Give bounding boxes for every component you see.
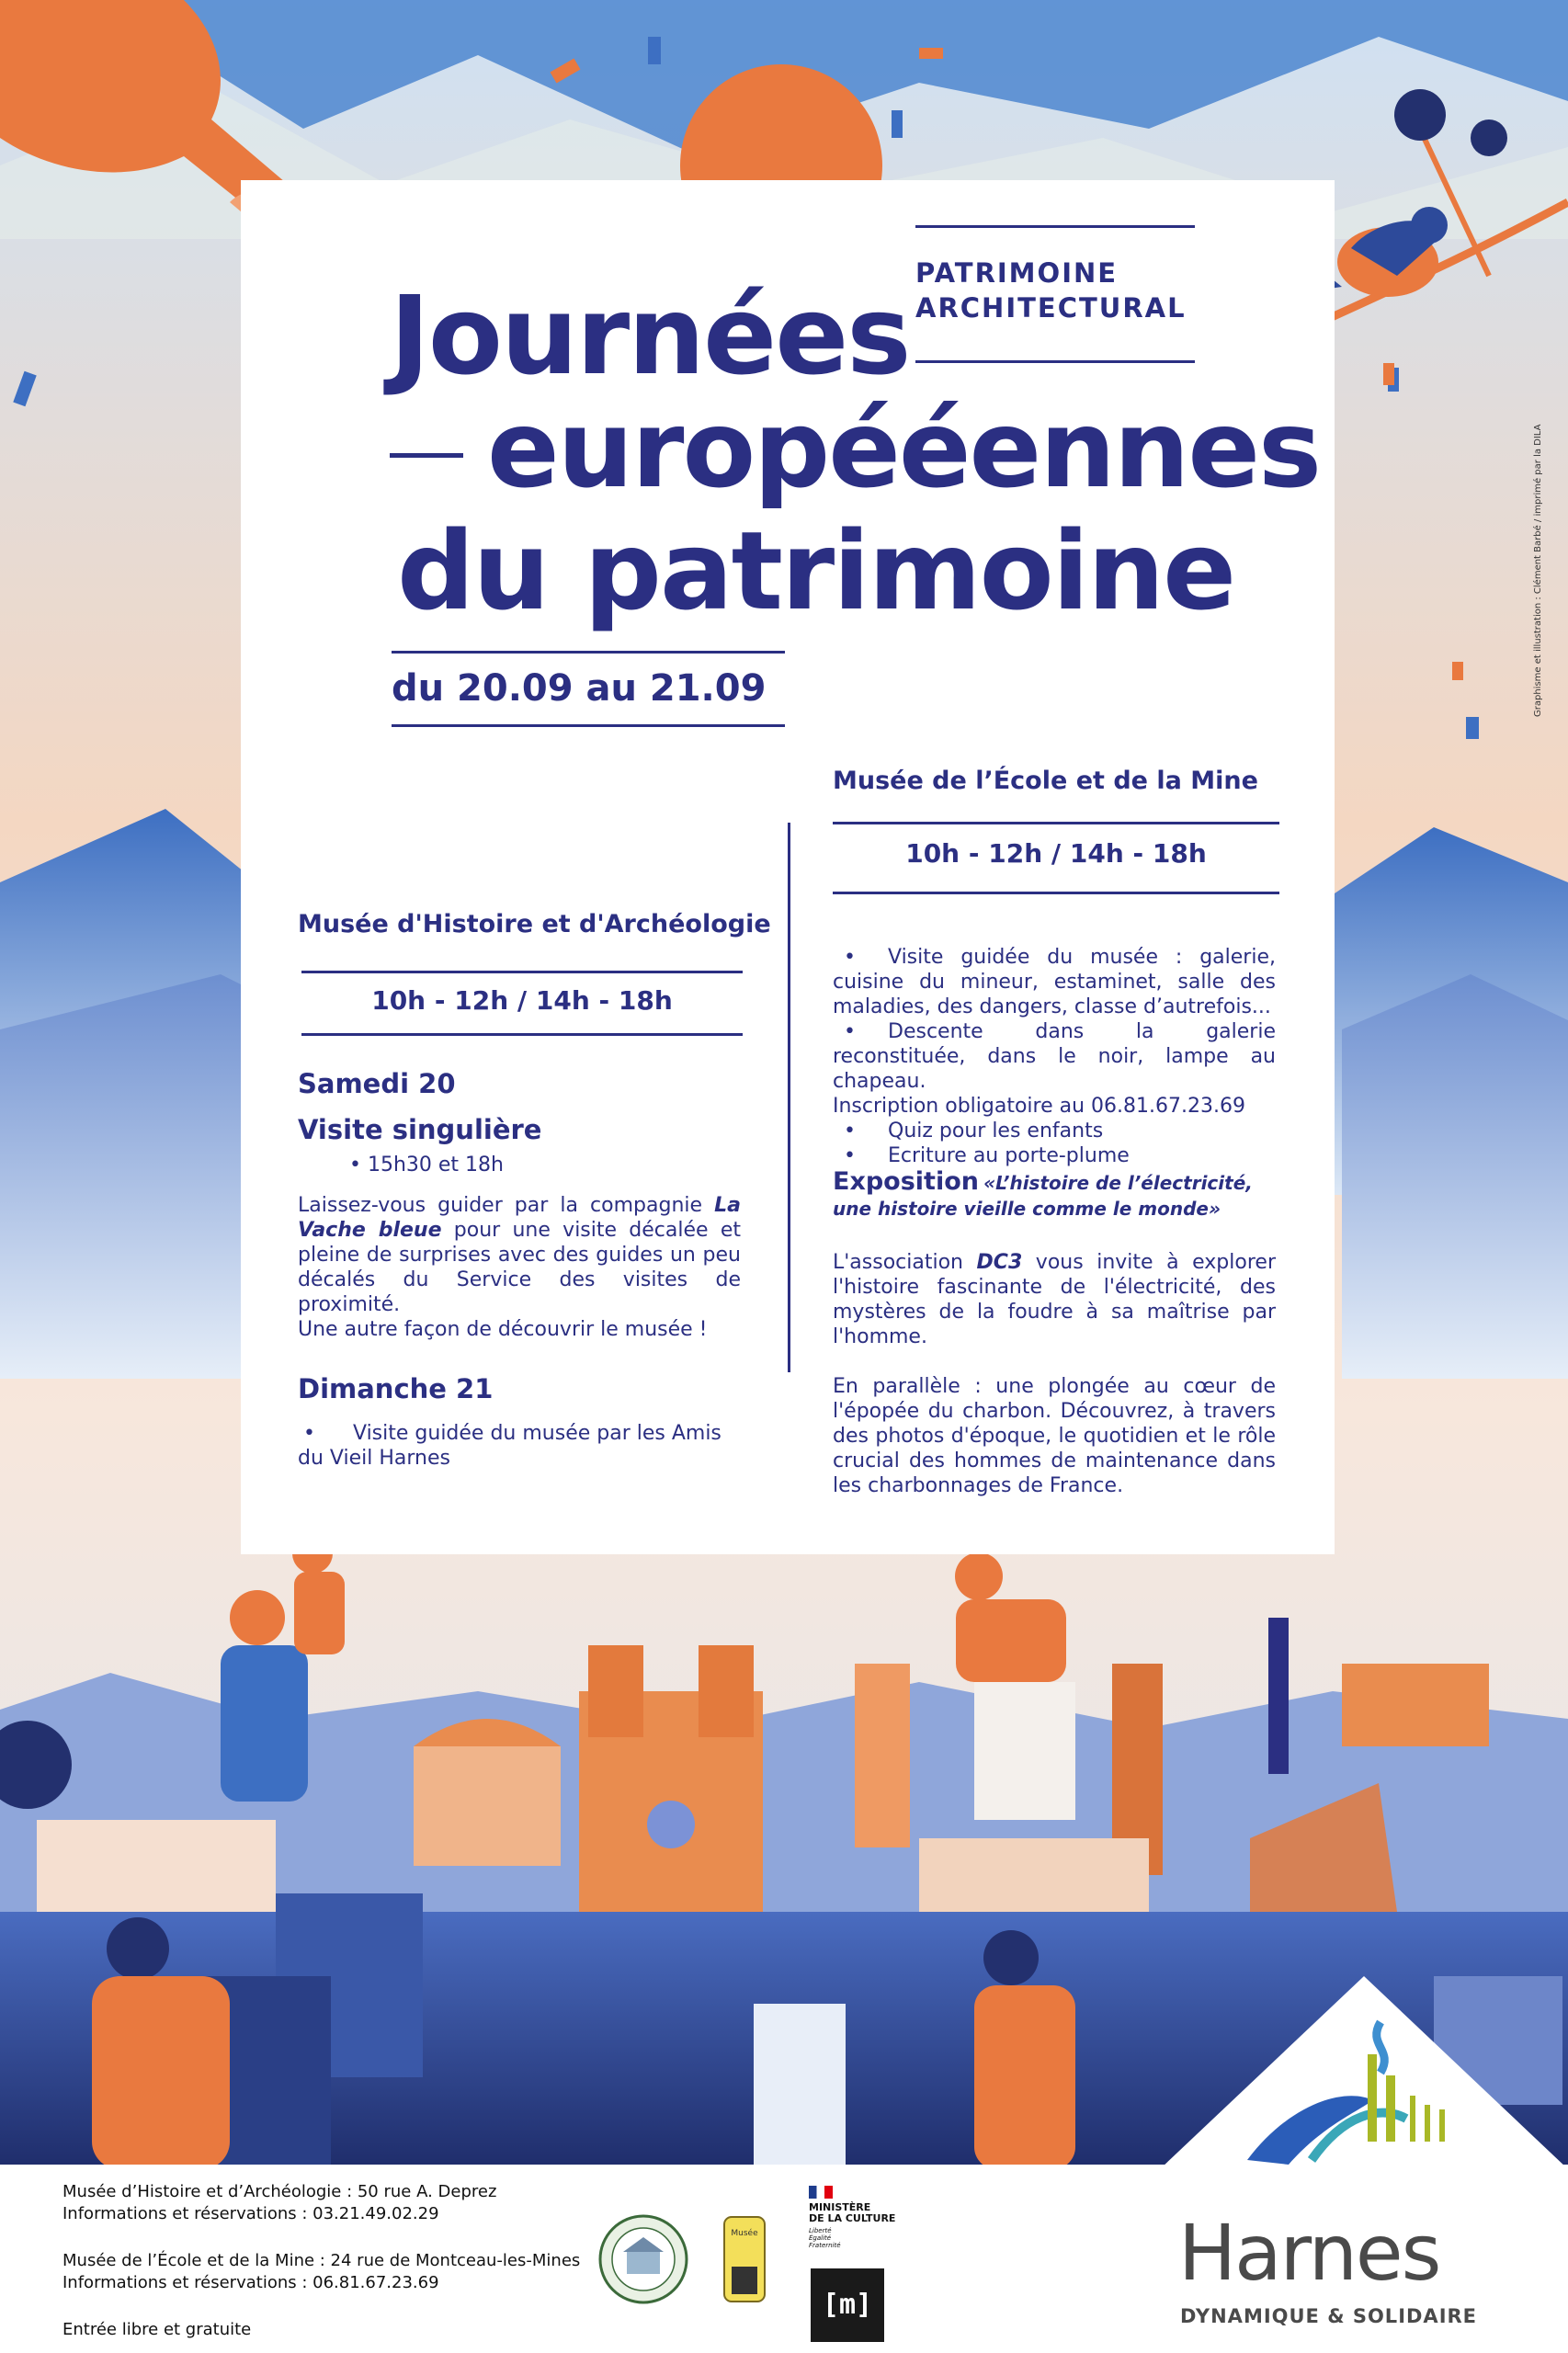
tag-rule-bottom xyxy=(915,360,1195,363)
harnes-tagline: DYNAMIQUE & SOLIDAIRE xyxy=(1180,2305,1478,2327)
company-name: La Vache bleue xyxy=(298,1194,741,1242)
title-line-1: Journées xyxy=(390,272,910,399)
visit-times: • 15h30 et 18h xyxy=(349,1154,504,1176)
sunday-item-text: Visite guidée du musée par les Amis du Vieil Harnes xyxy=(298,1422,722,1470)
saturday-tagline: Une autre façon de découvrir le musée ! xyxy=(298,1318,708,1341)
theme-tag-line2: ARCHITECTURAL xyxy=(915,292,1187,324)
exhibition-heading xyxy=(833,1169,1283,1222)
activity-item-3: Quiz pour les enfants xyxy=(888,1120,1104,1142)
school-mine-museum-logo xyxy=(722,2215,767,2303)
bullet: • xyxy=(303,1422,315,1445)
left-venue-name: Musée d'Histoire et d'Archéologie xyxy=(298,910,771,938)
monuments-m-logo xyxy=(811,2268,884,2342)
title-line-3: du patrimoine xyxy=(397,507,1235,634)
harnes-logo-emblem xyxy=(1160,1967,1568,2169)
footer-phone-1: Informations et réservations : 03.21.49.02.29 xyxy=(62,2204,439,2223)
exhibition-description xyxy=(833,1250,1276,1498)
title-dash xyxy=(390,453,463,458)
activity-item-1: Visite guidée du musée : galerie, cuisine du mineur, estaminet, salle des maladies, des dangers, classe d’autrefois... xyxy=(833,946,1276,1018)
left-hours-rule-bottom xyxy=(301,1033,743,1036)
expo-p1-end: vous invite à explorer l'histoire fascinante de l'électricité, des mystères de la foudre à sa maîtrise par l'homme. xyxy=(833,1251,1276,1348)
bullet: • xyxy=(844,1020,856,1043)
bullet: • xyxy=(844,1144,856,1167)
footer-address-1: Musée d’Histoire et d’Archéologie : 50 rue A. Deprez xyxy=(62,2182,497,2201)
footer-free-entry: Entrée libre et gratuite xyxy=(62,2320,252,2339)
expo-paragraph-2: En parallèle : une plongée au cœur de l'épopée du charbon. Découvrez, à travers des photos d'époque, le quotidien et le rôle crucial des hommes de maintenance dans les charbonnages de France. xyxy=(833,1375,1276,1497)
exhibition-title: «L’histoire de l’électricité, une histoire vieille comme le monde» xyxy=(833,1172,1253,1220)
saturday-heading: Samedi 20 xyxy=(298,1068,456,1099)
dates-rule-bottom xyxy=(392,724,785,727)
ministere-motto-3: Fraternité xyxy=(809,2242,841,2249)
footer-phone-2: Informations et réservations : 06.81.67.23.69 xyxy=(62,2273,439,2292)
right-hours-rule-bottom xyxy=(833,892,1279,894)
ministere-motto-1: Liberté xyxy=(809,2227,832,2234)
activity-item-4: Ecriture au porte-plume xyxy=(888,1144,1130,1167)
event-dates: du 20.09 au 21.09 xyxy=(392,667,767,710)
theme-tag xyxy=(915,256,1187,325)
m-logo-text: [m] xyxy=(822,2289,873,2321)
credit-text: Graphisme et illustration : Clément Barbé / imprimé par la DILA xyxy=(1533,424,1543,717)
harnes-wordmark: Harnes xyxy=(1178,2208,1440,2298)
sunday-heading: Dimanche 21 xyxy=(298,1373,494,1404)
activity-registration-note: Inscription obligatoire au 06.81.67.23.69 xyxy=(833,1095,1245,1118)
left-venue-hours: 10h - 12h / 14h - 18h xyxy=(371,985,673,1016)
activity-item-2: Descente dans la galerie reconstituée, dans le noir, lampe au chapeau. xyxy=(833,1020,1276,1093)
exhibition-label: Exposition xyxy=(833,1167,979,1196)
bullet: • xyxy=(844,1120,856,1142)
ministere-motto-2: Égalité xyxy=(809,2234,832,2242)
association-name: DC3 xyxy=(976,1251,1023,1274)
visit-title: Visite singulière xyxy=(298,1114,542,1145)
left-hours-rule-top xyxy=(301,971,743,973)
tag-rule-top xyxy=(915,225,1195,228)
sunday-item xyxy=(298,1421,744,1471)
para1-end: pour une visite décalée et pleine de surprises avec des guides un peu décalés du Service des visites de proximité. xyxy=(298,1219,742,1316)
ministere-line-1: MINISTÈRE xyxy=(809,2201,871,2213)
expo-p1-start: L'association xyxy=(833,1251,977,1274)
title-line-2: europééennes xyxy=(487,388,1321,512)
dates-rule-top xyxy=(392,651,785,654)
right-venue-hours: 10h - 12h / 14h - 18h xyxy=(905,838,1207,869)
footer-address-2: Musée de l’École et de la Mine : 24 rue de Montceau-les-Mines xyxy=(62,2251,581,2270)
ministere-line-2: DE LA CULTURE xyxy=(809,2212,896,2224)
bullet: • xyxy=(844,946,856,969)
right-venue-name: Musée de l’École et de la Mine xyxy=(833,767,1258,795)
right-hours-rule-top xyxy=(833,822,1279,824)
ministere-logo xyxy=(809,2202,895,2249)
saturday-description xyxy=(298,1193,741,1317)
theme-tag-line1: PATRIMOINE xyxy=(915,257,1119,289)
musee-logo-word: Musée xyxy=(731,2229,758,2238)
museum-seal-logo xyxy=(597,2213,689,2305)
column-divider xyxy=(788,823,790,1372)
right-activities xyxy=(833,945,1276,1168)
para1-start: Laissez-vous guider par la compagnie xyxy=(298,1194,715,1217)
ministere-flag-icon xyxy=(809,2186,833,2199)
